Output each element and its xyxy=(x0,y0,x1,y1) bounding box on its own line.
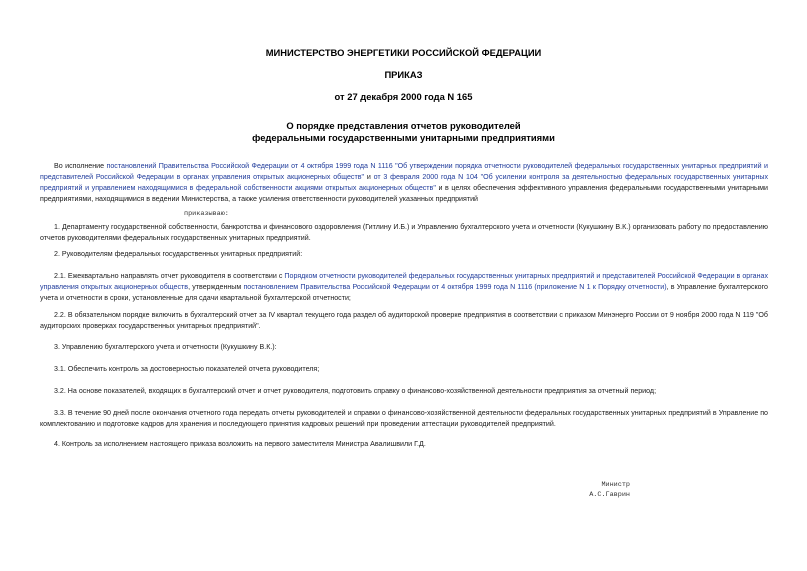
link-resolution-104[interactable]: от 3 февраля 2000 года N 104 "Об усилении контроля за деятельностью федеральных государственных унитарных предприятий и управлением находящимися в федеральной собственности акциями открытых акционерных обществ" xyxy=(40,173,769,192)
item-2-2-order-119: приказом Минэнерго России от 9 ноября 2000 года N 119 "Об аудиторских проверках государственных унитарных предприятий" xyxy=(40,311,768,330)
document-type: ПРИКАЗ xyxy=(384,69,423,80)
item-3-2: 3.2. На основе показателей, входящих в бухгалтерский отчет и отчет руководителя, подготовить справку о финансово-хозяйственной деятельности предприятия за отчетный период; xyxy=(54,387,657,395)
item-2-2-text-1: 2.2. В обязательном порядке включить в бухгалтерский отчет за IV квартал текущего года раздел об аудиторской проверке предприятия в соответствии с xyxy=(54,311,565,319)
item-2-2 xyxy=(40,310,768,332)
document-title-line-2: федеральными государственными унитарными предприятиями xyxy=(252,132,555,143)
signature-position: Министр xyxy=(601,481,630,489)
order-word: приказываю: xyxy=(184,210,229,218)
link-resolution-1116-appendix[interactable]: постановлением Правительства Российской Федерации от 4 октября 1999 года N 1116 (приложение N 1 к Порядку отчетности) xyxy=(243,283,667,291)
item-2-1-text-3: , в Управление бухгалтерского учета и отчетности в сроки, установленные для сдачи квартальной бухгалтерской отчетности; xyxy=(40,283,768,302)
preamble-paragraph xyxy=(40,161,768,205)
item-4: 4. Контроль за исполнением настоящего приказа возложить на первого заместителя Министра Авалишвили Г.Д. xyxy=(54,440,426,448)
document-date-number: от 27 декабря 2000 года N 165 xyxy=(334,91,473,102)
item-2-2-text-2: . xyxy=(258,322,261,330)
item-3-3: 3.3. В течение 90 дней после окончания отчетного года передать отчеты руководителей и справки о финансово-хозяйственной деятельности федеральных государственных унитарных предприятий в Управление по комплектованию и подготовке кадров для хранения и последующего принятия кадровых решений при проведении аттестации руководителей предприятий. xyxy=(40,409,768,428)
item-1: 1. Департаменту государственной собственности, банкротства и финансового оздоровления (Гитлину И.Б.) и Управлению бухгалтерского учета и отчетности (Кукушкину В.К.) организовать работу по предоставлению отчетов руководителями федеральных государственных унитарных предприятий. xyxy=(40,223,768,242)
item-2-1-text-2: , утвержденным xyxy=(188,283,244,291)
link-reporting-procedure[interactable]: Порядком отчетности руководителей федеральных государственных унитарных предприятий и представителей Российской Федерации в органах управления открытых акционерных обществ xyxy=(40,272,769,291)
preamble-text-1: Во исполнение xyxy=(54,162,107,170)
item-3: 3. Управлению бухгалтерского учета и отчетности (Кукушкину В.К.): xyxy=(54,343,277,351)
item-2: 2. Руководителям федеральных государственных унитарных предприятий: xyxy=(54,250,303,258)
item-2-1-text-1: 2.1. Ежеквартально направлять отчет руководителя в соответствии с xyxy=(54,272,285,280)
preamble-text-2: и xyxy=(364,173,374,181)
link-resolution-1116[interactable]: постановлений Правительства Российской Федерации от 4 октября 1999 года N 1116 "Об утверждении порядка отчетности руководителей федеральных государственных унитарных предприятий и представителей Российской Федерации в органах управления открытых акционерных обществ" xyxy=(40,162,768,181)
document-title-line-1: О порядке представления отчетов руководителей xyxy=(286,120,521,131)
preamble-text-3: и в целях обеспечения эффективного управления федеральными государственными унитарными предприятиями, находящимися в ведении Министерства, а также усиления ответственности руководителей указанных предприятий xyxy=(40,184,768,203)
signature-name: А.С.Гаврин xyxy=(589,491,630,499)
ministry-heading: МИНИСТЕРСТВО ЭНЕРГЕТИКИ РОССИЙСКОЙ ФЕДЕРАЦИИ xyxy=(265,47,542,58)
item-2-1 xyxy=(40,271,768,304)
item-3-1: 3.1. Обеспечить контроль за достоверностью показателей отчета руководителя; xyxy=(54,365,320,373)
